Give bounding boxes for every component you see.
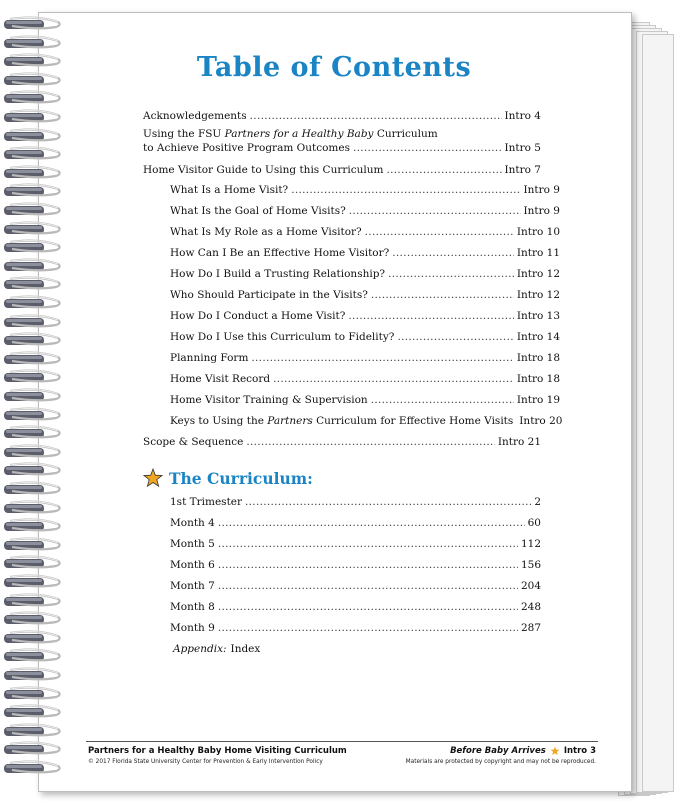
toc-entry-label: Planning Form bbox=[170, 352, 249, 364]
curriculum-entry[interactable] bbox=[170, 558, 541, 572]
curriculum-entry[interactable] bbox=[170, 537, 541, 551]
curriculum-heading bbox=[143, 468, 313, 488]
toc-entry-page: Intro 12 bbox=[516, 268, 560, 280]
toc-entry-page: Intro 10 bbox=[516, 226, 560, 238]
toc-entry-label: How Can I Be an Effective Home Visitor? bbox=[170, 247, 390, 259]
toc-entry-label: Home Visitor Guide to Using this Curriculum bbox=[143, 164, 384, 176]
spiral-coil bbox=[4, 239, 64, 255]
curriculum-entry-label: Month 6 bbox=[170, 559, 215, 571]
toc-leader-dots bbox=[371, 288, 514, 302]
spiral-coil bbox=[4, 295, 64, 311]
spiral-coil bbox=[4, 332, 64, 348]
toc-entry-label: Keys to Using the Partners Curriculum for Effective Home Visits bbox=[170, 415, 514, 427]
spiral-coil bbox=[4, 481, 64, 497]
toc-leader-dots bbox=[218, 579, 518, 593]
curriculum-entry[interactable] bbox=[170, 495, 541, 509]
footer-divider bbox=[86, 741, 598, 742]
spiral-coil bbox=[4, 425, 64, 441]
toc-leader-dots bbox=[273, 372, 514, 386]
footer-book-title: Partners for a Healthy Baby Home Visiting Curriculum bbox=[88, 746, 347, 756]
spiral-coil bbox=[4, 518, 64, 534]
curriculum-entry-page: 60 bbox=[527, 517, 541, 529]
toc-entry-page: Intro 21 bbox=[497, 436, 541, 448]
spiral-coil bbox=[4, 500, 64, 516]
curriculum-entry-label: Month 4 bbox=[170, 517, 215, 529]
toc-leader-dots bbox=[388, 267, 514, 281]
spiral-coil bbox=[4, 388, 64, 404]
toc-leader-dots bbox=[218, 621, 518, 635]
toc-entry-label: Home Visit Record bbox=[170, 373, 271, 385]
spiral-coil bbox=[4, 723, 64, 739]
spiral-coil bbox=[4, 165, 64, 181]
spiral-coil bbox=[4, 444, 64, 460]
toc-entry[interactable] bbox=[143, 141, 541, 155]
toc-entry-label: to Achieve Positive Program Outcomes bbox=[143, 142, 350, 154]
curriculum-entry-page: 248 bbox=[520, 601, 541, 613]
spiral-coil bbox=[4, 686, 64, 702]
toc-entry-page: Intro 11 bbox=[516, 247, 560, 259]
toc-leader-dots bbox=[251, 351, 513, 365]
toc-entry-page: Intro 14 bbox=[516, 331, 560, 343]
toc-entry-label: What Is My Role as a Home Visitor? bbox=[170, 226, 362, 238]
toc-entry-label: Scope & Sequence bbox=[143, 436, 244, 448]
toc-entry[interactable] bbox=[143, 435, 541, 449]
curriculum-entry-label: Month 8 bbox=[170, 601, 215, 613]
toc-entry[interactable] bbox=[143, 109, 541, 123]
toc-entry-page: Intro 9 bbox=[523, 205, 560, 217]
toc-leader-dots bbox=[218, 537, 518, 551]
curriculum-heading-text: The Curriculum: bbox=[169, 468, 313, 488]
toc-entry[interactable] bbox=[143, 351, 560, 365]
spiral-coil bbox=[4, 351, 64, 367]
spiral-coil bbox=[4, 630, 64, 646]
spiral-coil bbox=[4, 146, 64, 162]
spiral-coil bbox=[4, 35, 64, 51]
spiral-coil bbox=[4, 109, 64, 125]
curriculum-entry-label: Month 7 bbox=[170, 580, 215, 592]
toc-entry-page: Intro 20 bbox=[519, 415, 563, 427]
toc-leader-dots bbox=[218, 516, 525, 530]
spiral-coil bbox=[4, 760, 64, 776]
curriculum-entry-page: 2 bbox=[534, 496, 541, 508]
toc-leader-dots bbox=[218, 558, 518, 572]
footer-page-number: Intro 3 bbox=[563, 746, 596, 756]
curriculum-entry-label: 1st Trimester bbox=[170, 496, 243, 508]
toc-entry-label: How Do I Use this Curriculum to Fidelity? bbox=[170, 331, 395, 343]
spiral-coil bbox=[4, 704, 64, 720]
footer-copyright-note: Materials are protected by copyright and may not be reproduced. bbox=[405, 759, 596, 765]
spiral-coil bbox=[4, 667, 64, 683]
toc-entry[interactable] bbox=[143, 267, 560, 281]
footer-section-title: Before Baby Arrives bbox=[450, 746, 546, 756]
curriculum-entry-page: 112 bbox=[520, 538, 541, 550]
toc-leader-dots bbox=[291, 183, 520, 197]
toc-entry[interactable] bbox=[143, 183, 560, 197]
spiral-coil bbox=[4, 648, 64, 664]
spiral-coil bbox=[4, 369, 64, 385]
toc-leader-dots bbox=[353, 141, 502, 155]
curriculum-entry[interactable] bbox=[170, 516, 541, 530]
curriculum-entry[interactable] bbox=[170, 621, 541, 635]
spiral-coil bbox=[4, 183, 64, 199]
toc-entry-page: Intro 12 bbox=[516, 289, 560, 301]
toc-leader-dots bbox=[348, 309, 513, 323]
spiral-coil bbox=[4, 462, 64, 478]
curriculum-entry-label: Month 5 bbox=[170, 538, 215, 550]
toc-leader-dots bbox=[218, 600, 518, 614]
toc-leader-dots bbox=[386, 163, 501, 177]
toc-entry-page: Intro 19 bbox=[516, 394, 560, 406]
toc-entry[interactable] bbox=[143, 204, 560, 218]
spiral-coil bbox=[4, 276, 64, 292]
toc-entry-page: Intro 4 bbox=[504, 110, 541, 122]
toc-entry-page: Intro 18 bbox=[516, 373, 560, 385]
spiral-coil bbox=[4, 593, 64, 609]
spiral-coil bbox=[4, 407, 64, 423]
toc-entry[interactable] bbox=[143, 372, 560, 386]
spiral-coil bbox=[4, 202, 64, 218]
toc-entry-page: Intro 5 bbox=[504, 142, 541, 154]
toc-entry-label: What Is a Home Visit? bbox=[170, 184, 289, 196]
spiral-coil bbox=[4, 741, 64, 757]
toc-leader-dots bbox=[365, 225, 514, 239]
spiral-coil bbox=[4, 574, 64, 590]
toc-entry-label: How Do I Conduct a Home Visit? bbox=[170, 310, 346, 322]
spiral-coil bbox=[4, 16, 64, 32]
toc-leader-dots bbox=[245, 495, 531, 509]
spiral-binding bbox=[0, 0, 70, 809]
footer-section bbox=[450, 746, 596, 756]
curriculum-entry-label: Month 9 bbox=[170, 622, 215, 634]
toc-entry-page: Intro 13 bbox=[516, 310, 560, 322]
toc-entry[interactable] bbox=[143, 288, 560, 302]
appendix-entry[interactable] bbox=[173, 642, 260, 656]
toc-leader-dots bbox=[392, 246, 514, 260]
toc-entry[interactable] bbox=[143, 330, 560, 344]
curriculum-entry[interactable] bbox=[170, 579, 541, 593]
curriculum-entry-page: 204 bbox=[520, 580, 541, 592]
toc-entry-label: Acknowledgements bbox=[143, 110, 247, 122]
curriculum-entry-page: 287 bbox=[520, 622, 541, 634]
toc-leader-dots bbox=[349, 204, 521, 218]
curriculum-entry-page: 156 bbox=[520, 559, 541, 571]
toc-entry-page: Intro 7 bbox=[504, 164, 541, 176]
toc-entry-label: How Do I Build a Trusting Relationship? bbox=[170, 268, 386, 280]
page-title: Table of Contents bbox=[196, 52, 472, 83]
spiral-coil bbox=[4, 314, 64, 330]
toc-entry[interactable] bbox=[143, 309, 560, 323]
spiral-coil bbox=[4, 537, 64, 553]
toc-entry-label: Who Should Participate in the Visits? bbox=[170, 289, 368, 301]
toc-entry-page: Intro 18 bbox=[516, 352, 560, 364]
toc-entry[interactable] bbox=[143, 246, 560, 260]
toc-entry[interactable] bbox=[143, 414, 563, 428]
toc-entry-page: Intro 9 bbox=[523, 184, 560, 196]
toc-entry-label: Home Visitor Training & Supervision bbox=[170, 394, 368, 406]
toc-leader-dots bbox=[397, 330, 513, 344]
spiral-coil bbox=[4, 221, 64, 237]
toc-entry[interactable] bbox=[143, 225, 560, 239]
spiral-coil bbox=[4, 128, 64, 144]
appendix-index: Index bbox=[230, 643, 261, 655]
star-icon bbox=[550, 746, 560, 756]
toc-leader-dots bbox=[250, 109, 502, 123]
toc-entry[interactable] bbox=[143, 393, 560, 407]
spiral-coil bbox=[4, 90, 64, 106]
toc-leader-dots bbox=[371, 393, 514, 407]
spiral-coil bbox=[4, 555, 64, 571]
toc-entry[interactable] bbox=[143, 163, 541, 177]
footer-copyright: © 2017 Florida State University Center for Prevention & Early Intervention Policy bbox=[88, 759, 323, 765]
star-icon bbox=[143, 468, 163, 488]
spiral-coil bbox=[4, 611, 64, 627]
spiral-coil bbox=[4, 258, 64, 274]
appendix-label: Appendix: bbox=[173, 643, 227, 655]
toc-leader-dots bbox=[246, 435, 495, 449]
toc-entry-label: What Is the Goal of Home Visits? bbox=[170, 205, 346, 217]
toc-entry-line: Using the FSU Partners for a Healthy Baby Curriculum bbox=[143, 128, 438, 140]
curriculum-entry[interactable] bbox=[170, 600, 541, 614]
